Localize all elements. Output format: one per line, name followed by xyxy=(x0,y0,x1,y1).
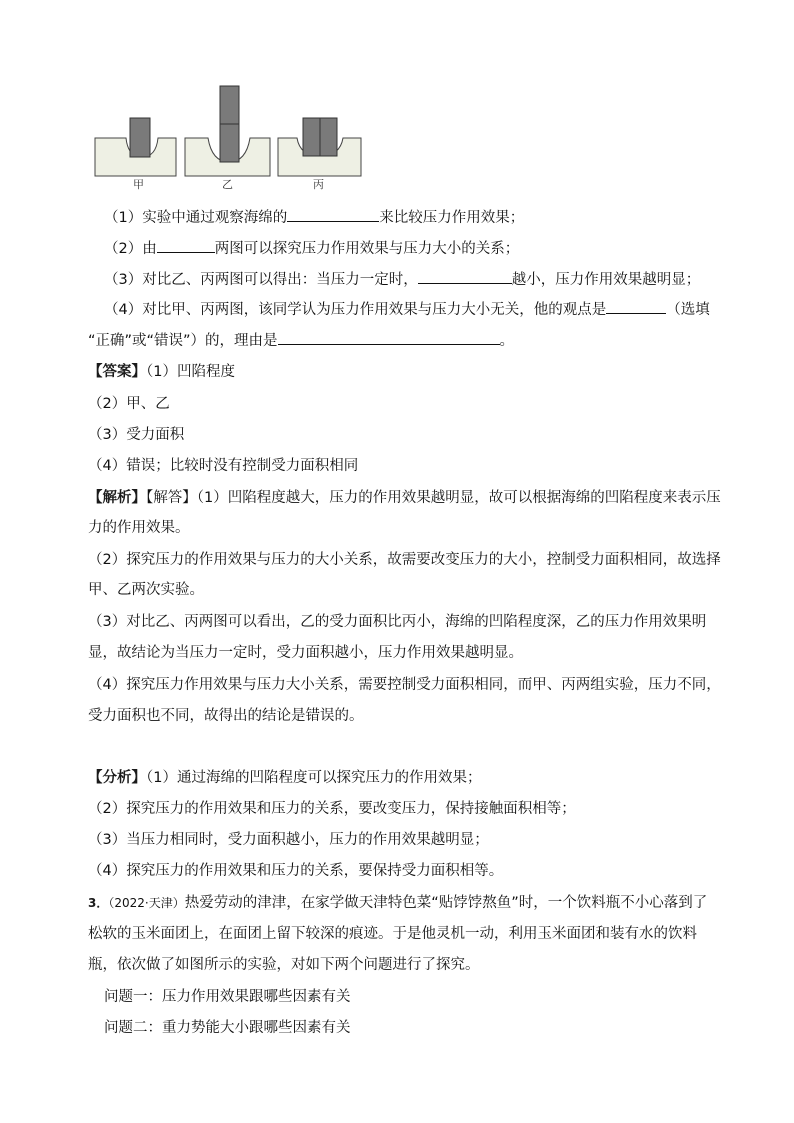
block-bing-left xyxy=(303,118,320,156)
question-4-line2: “正确”或“错误”）的，理由是 。 xyxy=(88,330,514,351)
analysis-line-6: 显，故结论为当压力一定时，受力面积越小，压力作用效果越明显。 xyxy=(88,645,523,661)
analysis-tag: 【解析】 xyxy=(88,490,146,506)
fenxi-line-2: （2）探究压力的作用效果和压力的关系，要改变压力，保持接触面积相等； xyxy=(88,801,576,817)
block-yi-top xyxy=(220,86,239,124)
answer-line-4: （4）错误；比较时没有控制受力面积相同 xyxy=(88,458,359,474)
question-3-intro-line-3: 瓶，依次做了如图所示的实验，对如下两个问题进行了探究。 xyxy=(88,957,480,973)
analysis-line-1: 【解析】【解答】（1）凹陷程度越大，压力的作用效果越明显，故可以根据海绵的凹陷程度来表示压 xyxy=(88,490,721,506)
block-jia xyxy=(130,118,150,157)
question-1: （1）实验中通过观察海绵的 来比较压力作用效果； xyxy=(104,207,524,228)
caption-jia: 甲 xyxy=(133,178,144,191)
question-2: （2）由 两图可以探究压力作用效果与压力大小的关系； xyxy=(104,238,519,259)
question-3: （3）对比乙、丙两图可以得出：当压力一定时， 越小，压力作用效果越明显； xyxy=(104,269,700,290)
answer-blank-1 xyxy=(287,207,379,222)
answer-line-2: （2）甲、乙 xyxy=(88,396,170,412)
answer-blank-4 xyxy=(606,299,666,314)
answer-blank-3 xyxy=(418,269,512,284)
problem-one: 问题一：压力作用效果跟哪些因素有关 xyxy=(104,989,351,1005)
answer-line-1: 【答案】（1）凹陷程度 xyxy=(88,364,235,380)
analysis-line-3: （2）探究压力的作用效果与压力的大小关系，故需要改变压力的大小，控制受力面积相同，故选择 xyxy=(88,552,721,568)
question-3-intro-line-2: 松软的玉米面团上，在面团上留下较深的痕迹。于是他灵机一动，利用玉米面团和装有水的饮料 xyxy=(88,926,697,942)
answer-line-3: （3）受力面积 xyxy=(88,427,185,443)
fenxi-line-3: （3）当压力相同时，受力面积越小，压力的作用效果越明显； xyxy=(88,832,489,848)
question-source: （2022·天津） xyxy=(108,896,185,910)
fenxi-line-1: 【分析】（1）通过海绵的凹陷程度可以探究压力的作用效果； xyxy=(88,770,482,786)
caption-yi: 乙 xyxy=(222,178,233,191)
analysis-line-2: 力的作用效果。 xyxy=(88,520,190,536)
analysis-line-7: （4）探究压力作用效果与压力大小关系，需要控制受力面积相同，而甲、丙两组实验，压力不同， xyxy=(88,677,721,693)
answer-tag: 【答案】 xyxy=(88,364,146,380)
analysis-line-4: 甲、乙两次实验。 xyxy=(88,582,204,598)
fenxi-tag: 【分析】 xyxy=(88,770,146,786)
question-4: （4）对比甲、丙两图，该同学认为压力作用效果与压力大小无关，他的观点是 （选填 xyxy=(104,299,710,320)
analysis-line-5: （3）对比乙、丙两图可以看出，乙的受力面积比丙小，海绵的凹陷程度深，乙的压力作用效果明 xyxy=(88,614,707,630)
answer-blank-5 xyxy=(278,330,500,345)
caption-bing: 丙 xyxy=(313,178,324,191)
problem-two: 问题二：重力势能大小跟哪些因素有关 xyxy=(104,1020,351,1036)
fenxi-line-4: （4）探究压力的作用效果和压力的关系，要保持受力面积相等。 xyxy=(88,863,504,879)
question-3-intro-line-1: 3．（2022·天津）热爱劳动的津津，在家学做天津特色菜“贴饽饽熬鱼”时，一个饮料瓶不小心落到了 xyxy=(88,895,708,911)
analysis-line-8: 受力面积也不同，故得出的结论是错误的。 xyxy=(88,708,364,724)
answer-blank-2 xyxy=(157,238,215,253)
block-bing-right xyxy=(320,118,337,156)
block-yi-bottom xyxy=(220,124,239,162)
question-number: 3． xyxy=(88,896,109,910)
